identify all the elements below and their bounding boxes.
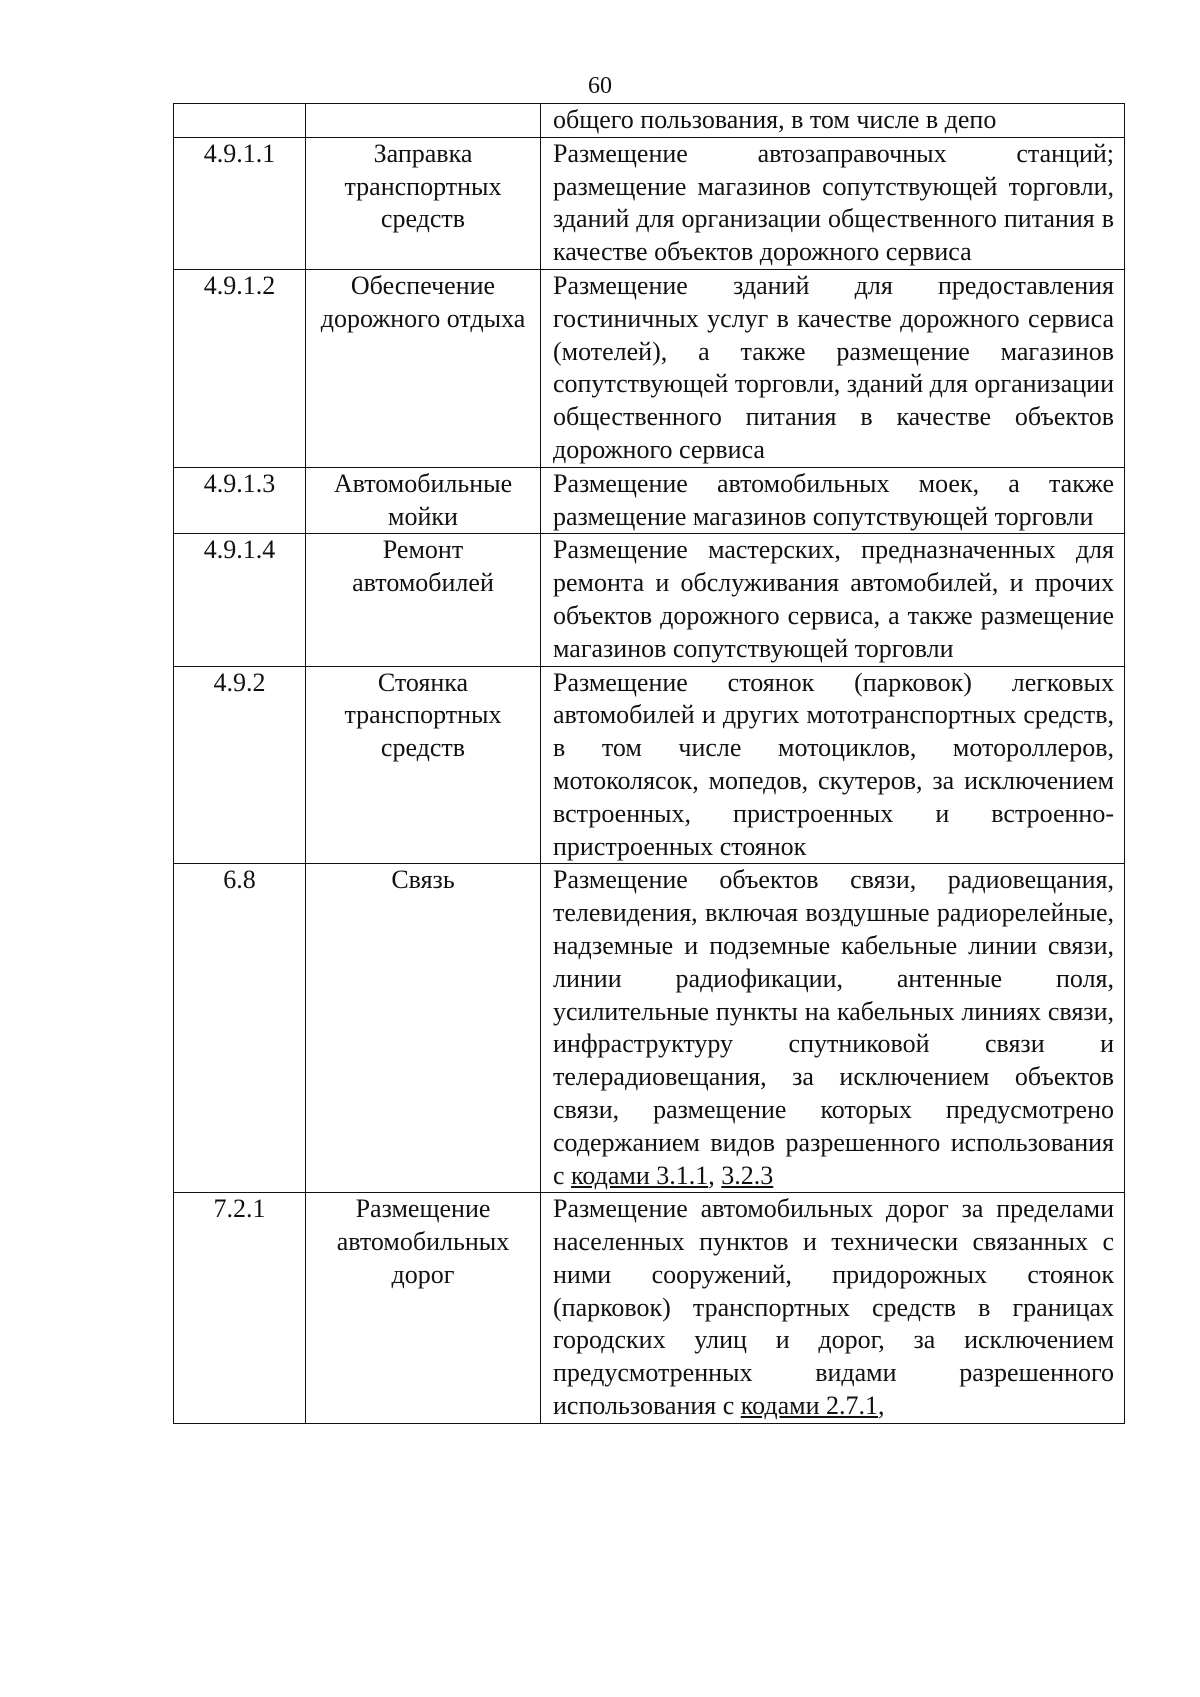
code-cell: 4.9.2: [174, 666, 306, 864]
code-cell: 4.9.1.2: [174, 269, 306, 467]
table-row: [174, 137, 1125, 269]
code-cell: [174, 104, 306, 138]
table-row: [174, 1193, 1125, 1424]
table-row: [174, 534, 1125, 666]
name-cell: Связь: [306, 864, 541, 1193]
table-row: [174, 269, 1125, 467]
description-cell: Размещение автозаправочных станций; размещение магазинов сопутствующей торговли, зданий для организации общественного питания в качестве объектов дорожного сервиса: [541, 137, 1125, 269]
name-cell: Автомобильные мойки: [306, 467, 541, 534]
code-cell: 6.8: [174, 864, 306, 1193]
code-cell: 4.9.1.3: [174, 467, 306, 534]
description-text: Размещение объектов связи, радиовещания, телевидения, включая воздушные радиорелейные, надземные и подземные кабельные линии связи, линии радиофикации, антенные поля, усилительные пункты на кабельных линиях связи, инфраструктуру спутниковой связи и телерадиовещания, за исключением объектов связи, размещение которых предусмотрено содержанием видов разрешенного использования с: [553, 865, 1114, 1190]
name-cell: Заправка транспортных средств: [306, 137, 541, 269]
code-cell: 4.9.1.4: [174, 534, 306, 666]
description-cell: общего пользования, в том числе в депо: [541, 104, 1125, 138]
description-text: Размещение автомобильных дорог за пределами населенных пунктов и технически связанных с ними сооружений, придорожных стоянок (парковок) транспортных средств в границах городских улиц и дорог, за исключением предусмотренных видами разрешенного использования с: [553, 1194, 1114, 1421]
code-link[interactable]: кодами 2.7.1: [740, 1391, 878, 1421]
table-row: [174, 864, 1125, 1193]
name-cell: Стоянка транспортных средств: [306, 666, 541, 864]
name-cell: Размещение автомобильных дорог: [306, 1193, 541, 1424]
description-cell: Размещение объектов связи, радиовещания, телевидения, включая воздушные радиорелейные, надземные и подземные кабельные линии связи, линии радиофикации, антенные поля, усилительные пункты на кабельных линиях связи, инфраструктуру спутниковой связи и телерадиовещания, за исключением объектов связи, размещение которых предусмотрено содержанием видов разрешенного использования с кодами 3.1.1, 3.2.3: [541, 864, 1125, 1193]
description-cell: Размещение зданий для предоставления гостиничных услуг в качестве дорожного сервиса (мотелей), а также размещение магазинов сопутствующей торговли, зданий для организации общественного питания в качестве объектов дорожного сервиса: [541, 269, 1125, 467]
description-cell: Размещение автомобильных моек, а также размещение магазинов сопутствующей торговли: [541, 467, 1125, 534]
name-cell: Обеспечение дорожного отдыха: [306, 269, 541, 467]
name-cell: Ремонт автомобилей: [306, 534, 541, 666]
description-cell: [541, 1193, 1125, 1424]
trailing-punctuation: ,: [877, 1391, 885, 1421]
table-row: [174, 666, 1125, 864]
name-cell: [306, 104, 541, 138]
table-row: [174, 467, 1125, 534]
land-use-table: [173, 103, 1125, 1424]
description-cell: Размещение стоянок (парковок) легковых автомобилей и других мототранспортных средств, в том числе мотоциклов, мотороллеров, мотоколясок, мопедов, скутеров, за исключением встроенных, пристроенных и встроенно-пристроенных стоянок: [541, 666, 1125, 864]
code-link[interactable]: кодами 3.1.1: [571, 1160, 709, 1190]
description-cell: Размещение мастерских, предназначенных для ремонта и обслуживания автомобилей, и прочих объектов дорожного сервиса, а также размещение магазинов сопутствующей торговли: [541, 534, 1125, 666]
table-row: [174, 104, 1125, 138]
code-cell: 4.9.1.1: [174, 137, 306, 269]
page-number: 60: [588, 73, 612, 99]
code-link[interactable]: 3.2.3: [721, 1160, 774, 1190]
code-cell: 7.2.1: [174, 1193, 306, 1424]
